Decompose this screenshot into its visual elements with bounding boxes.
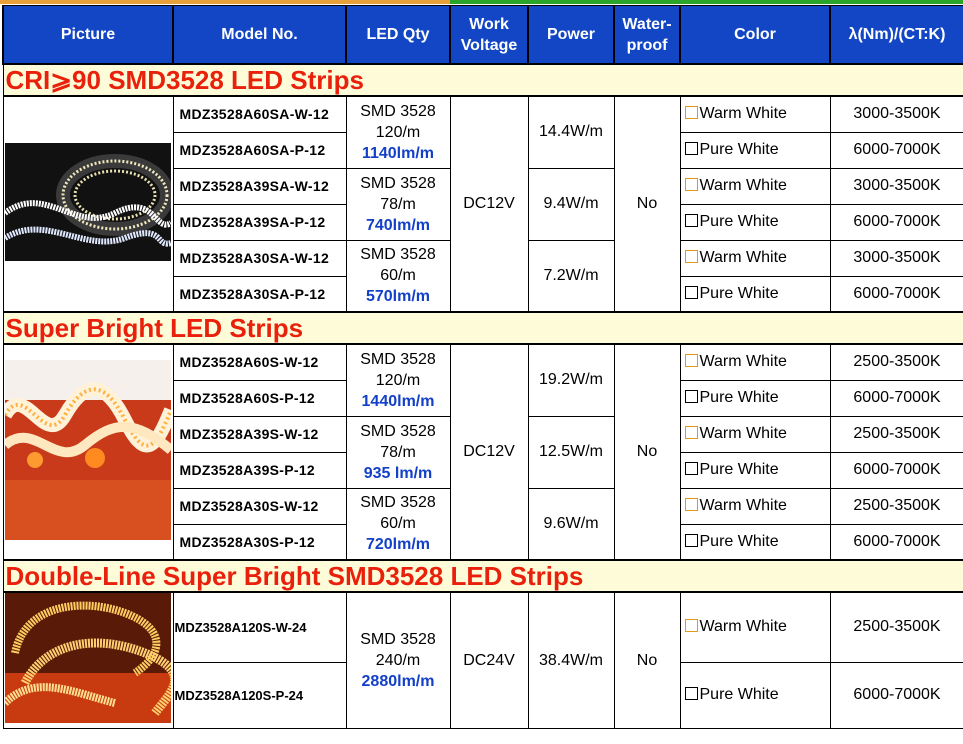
color-temperature: 2500-3500K bbox=[830, 416, 963, 452]
power-value: 38.4W/m bbox=[528, 592, 614, 729]
color-cell: Warm White bbox=[680, 240, 830, 276]
table-row bbox=[3, 96, 963, 132]
checkbox-icon bbox=[685, 390, 698, 403]
color-temperature: 2500-3500K bbox=[830, 592, 963, 662]
power-value: 19.2W/m bbox=[528, 344, 614, 416]
power-value: 14.4W/m bbox=[528, 96, 614, 168]
led-strip-spec-table bbox=[2, 5, 963, 729]
work-voltage: DC12V bbox=[450, 96, 528, 312]
color-cell: Pure White bbox=[680, 380, 830, 416]
color-temperature: 2500-3500K bbox=[830, 344, 963, 380]
header-waterproof: Water- proof bbox=[614, 6, 680, 65]
color-temperature: 3000-3500K bbox=[830, 96, 963, 132]
model-number: MDZ3528A39S-P-12 bbox=[173, 452, 346, 488]
color-temperature: 6000-7000K bbox=[830, 452, 963, 488]
color-cell: Warm White bbox=[680, 592, 830, 662]
header-wavelength: λ(Nm)/(CT:K) bbox=[830, 6, 963, 65]
checkbox-icon bbox=[685, 250, 698, 263]
model-number: MDZ3528A39SA-W-12 bbox=[173, 168, 346, 204]
checkbox-icon bbox=[685, 426, 698, 439]
color-cell: Pure White bbox=[680, 662, 830, 728]
product-photo-super-bright bbox=[3, 344, 173, 560]
section-title-row bbox=[3, 64, 963, 96]
section-title-row bbox=[3, 560, 963, 592]
checkbox-icon bbox=[685, 354, 698, 367]
checkbox-icon bbox=[685, 498, 698, 511]
color-cell: Warm White bbox=[680, 168, 830, 204]
model-number: MDZ3528A30SA-W-12 bbox=[173, 240, 346, 276]
power-value: 12.5W/m bbox=[528, 416, 614, 488]
checkbox-icon bbox=[685, 178, 698, 191]
checkbox-icon bbox=[685, 142, 698, 155]
color-temperature: 6000-7000K bbox=[830, 132, 963, 168]
checkbox-icon bbox=[685, 286, 698, 299]
color-temperature: 3000-3500K bbox=[830, 168, 963, 204]
power-value: 7.2W/m bbox=[528, 240, 614, 312]
color-cell: Pure White bbox=[680, 452, 830, 488]
header-work-voltage: Work Voltage bbox=[450, 6, 528, 65]
checkbox-icon bbox=[685, 462, 698, 475]
section-title: CRI⩾90 SMD3528 LED Strips bbox=[3, 64, 963, 96]
model-number: MDZ3528A30S-P-12 bbox=[173, 524, 346, 560]
color-cell: Pure White bbox=[680, 276, 830, 312]
model-number: MDZ3528A120S-W-24 bbox=[173, 592, 346, 662]
color-cell: Pure White bbox=[680, 204, 830, 240]
header-color: Color bbox=[680, 6, 830, 65]
power-value: 9.6W/m bbox=[528, 488, 614, 560]
model-number: MDZ3528A30S-W-12 bbox=[173, 488, 346, 524]
section-title: Super Bright LED Strips bbox=[3, 312, 963, 344]
led-qty-cell: SMD 3528 78/m 935 lm/m bbox=[346, 416, 450, 488]
model-number: MDZ3528A60SA-P-12 bbox=[173, 132, 346, 168]
work-voltage: DC24V bbox=[450, 592, 528, 729]
top-accent-bar bbox=[0, 0, 450, 4]
color-temperature: 2500-3500K bbox=[830, 488, 963, 524]
led-qty-cell: SMD 3528 78/m 740lm/m bbox=[346, 168, 450, 240]
color-cell: Warm White bbox=[680, 96, 830, 132]
product-photo-double-line bbox=[3, 592, 173, 729]
header-led-qty: LED Qty bbox=[346, 6, 450, 65]
color-temperature: 6000-7000K bbox=[830, 380, 963, 416]
header-power: Power bbox=[528, 6, 614, 65]
model-number: MDZ3528A30SA-P-12 bbox=[173, 276, 346, 312]
top-accent-bar-green bbox=[450, 0, 963, 4]
color-cell: Warm White bbox=[680, 416, 830, 452]
color-temperature: 6000-7000K bbox=[830, 524, 963, 560]
table-row bbox=[3, 592, 963, 662]
color-temperature: 6000-7000K bbox=[830, 276, 963, 312]
led-qty-cell: SMD 3528 60/m 720lm/m bbox=[346, 488, 450, 560]
product-photo-cri90 bbox=[3, 96, 173, 312]
color-cell: Pure White bbox=[680, 524, 830, 560]
checkbox-icon bbox=[685, 534, 698, 547]
color-cell: Warm White bbox=[680, 344, 830, 380]
header-row bbox=[3, 6, 963, 65]
work-voltage: DC12V bbox=[450, 344, 528, 560]
table-row bbox=[3, 344, 963, 380]
led-qty-cell: SMD 3528 120/m 1440lm/m bbox=[346, 344, 450, 416]
model-number: MDZ3528A60SA-W-12 bbox=[173, 96, 346, 132]
header-model: Model No. bbox=[173, 6, 346, 65]
checkbox-icon bbox=[685, 214, 698, 227]
section-title-row bbox=[3, 312, 963, 344]
header-picture: Picture bbox=[3, 6, 173, 65]
color-temperature: 6000-7000K bbox=[830, 204, 963, 240]
model-number: MDZ3528A39S-W-12 bbox=[173, 416, 346, 452]
led-qty-cell: SMD 3528 120/m 1140lm/m bbox=[346, 96, 450, 168]
color-cell: Pure White bbox=[680, 132, 830, 168]
model-number: MDZ3528A60S-W-12 bbox=[173, 344, 346, 380]
section-title: Double-Line Super Bright SMD3528 LED Strips bbox=[3, 560, 963, 592]
waterproof-value: No bbox=[614, 96, 680, 312]
waterproof-value: No bbox=[614, 592, 680, 729]
color-temperature: 3000-3500K bbox=[830, 240, 963, 276]
color-temperature: 6000-7000K bbox=[830, 662, 963, 728]
checkbox-icon bbox=[685, 106, 698, 119]
led-qty-cell: SMD 3528 60/m 570lm/m bbox=[346, 240, 450, 312]
checkbox-icon bbox=[685, 619, 698, 632]
model-number: MDZ3528A60S-P-12 bbox=[173, 380, 346, 416]
power-value: 9.4W/m bbox=[528, 168, 614, 240]
model-number: MDZ3528A39SA-P-12 bbox=[173, 204, 346, 240]
waterproof-value: No bbox=[614, 344, 680, 560]
model-number: MDZ3528A120S-P-24 bbox=[173, 662, 346, 728]
checkbox-icon bbox=[685, 687, 698, 700]
color-cell: Warm White bbox=[680, 488, 830, 524]
led-qty-cell: SMD 3528 240/m 2880lm/m bbox=[346, 592, 450, 729]
